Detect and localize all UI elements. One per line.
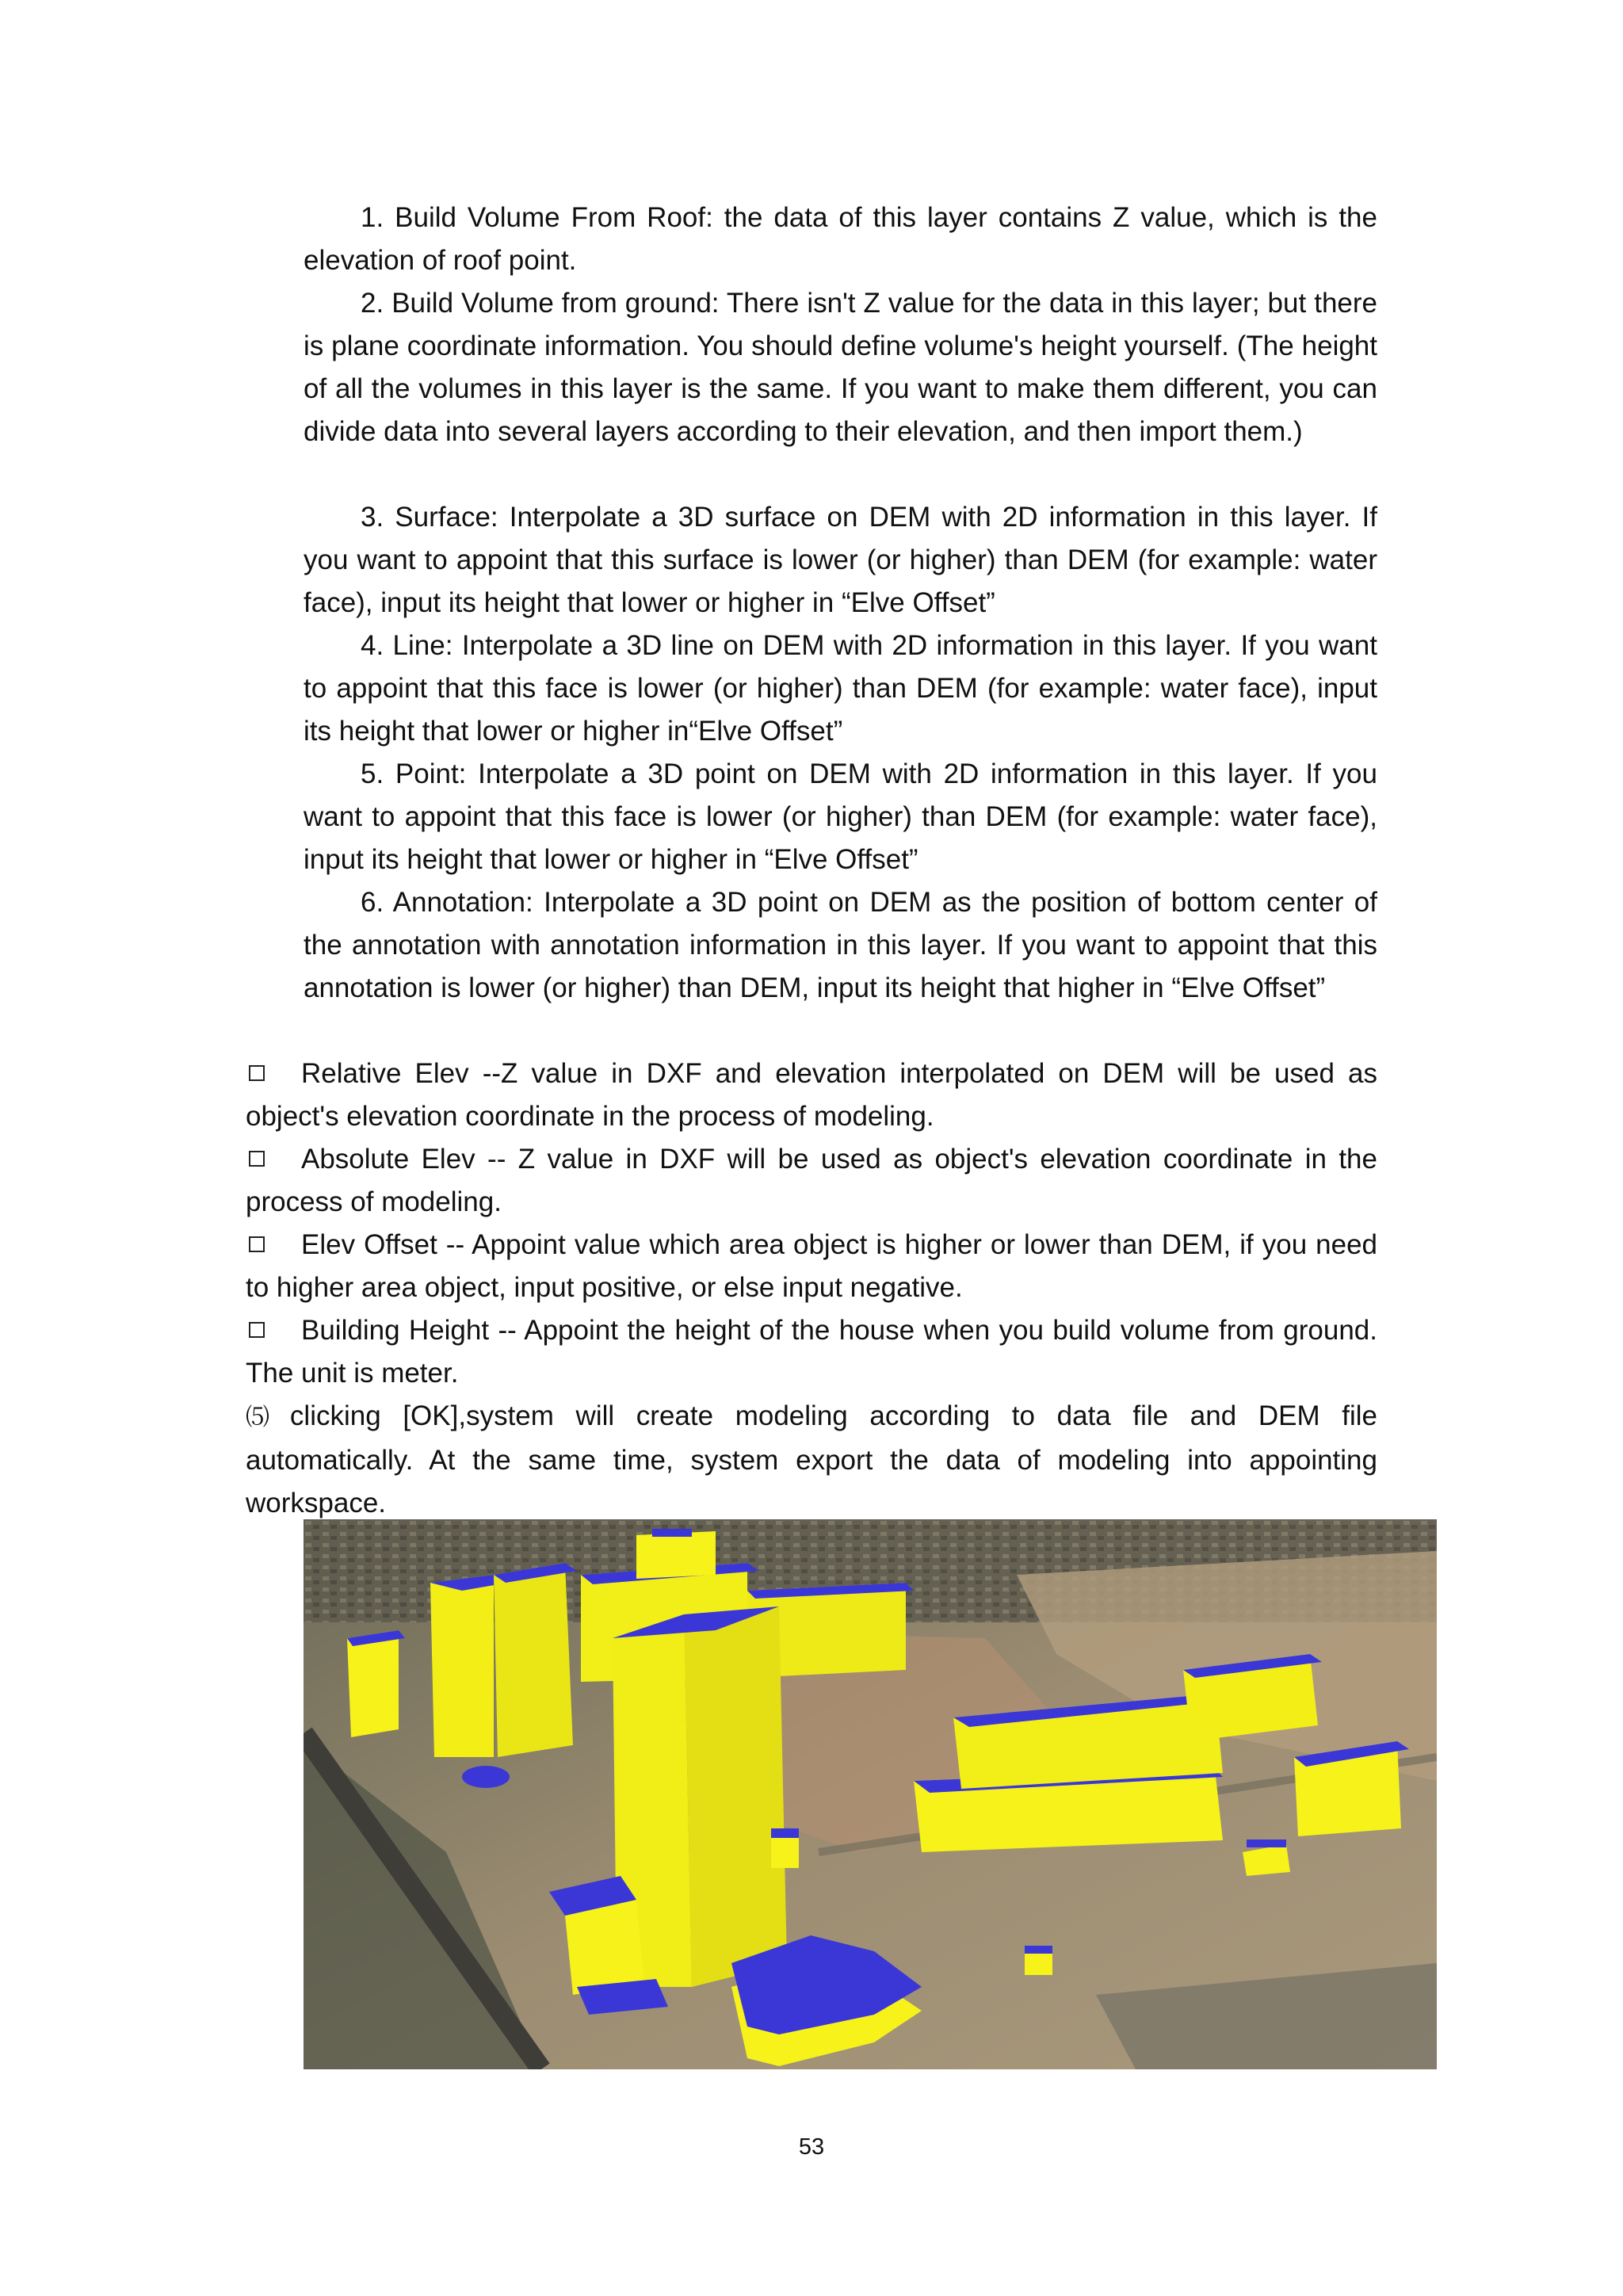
- option-relative-elev: Relative Elev --Z value in DXF and elevation interpolated on DEM will be used as object's elevation coordinate in the process of modeling.: [246, 1058, 1377, 1132]
- option-building-height: Building Height -- Appoint the height of the house when you build volume from ground. The unit is meter.: [246, 1315, 1377, 1389]
- layer-type-point: 5. Point: Interpolate a 3D point on DEM with 2D information in this layer. If you want to appoint that this face is lower (or higher) than DEM (for example: water face), input its height that lower or higher in “Elve Offset”: [304, 758, 1377, 875]
- checkbox-elev-offset[interactable]: [249, 1236, 265, 1252]
- city-model-image: [304, 1519, 1437, 2069]
- step-marker: ⑸: [246, 1404, 284, 1431]
- layer-type-roof: 1. Build Volume From Roof: the data of this layer contains Z value, which is the elevation of roof point.: [304, 202, 1377, 276]
- option-elev-offset: Elev Offset -- Appoint value which area object is higher or lower than DEM, if you need to higher area object, input positive, or else input negative.: [246, 1229, 1377, 1303]
- layer-type-ground: 2. Build Volume from ground: There isn't Z value for the data in this layer; but there is plane coordinate information. You should define volume's height yourself. (The height of all the volumes in this layer is the same. If you want to make them different, you can divide data into several layers according to their elevation, and then import them.): [304, 288, 1377, 447]
- layer-type-line: 4. Line: Interpolate a 3D line on DEM with 2D information in this layer. If you want to appoint that this face is lower (or higher) than DEM (for example: water face), input its height that lower or higher in“Elve Offset”: [304, 630, 1377, 747]
- city-model-figure: [304, 1519, 1437, 2069]
- checkbox-building-height[interactable]: [249, 1322, 265, 1338]
- step-5-paragraph: [246, 1395, 1377, 1525]
- page-number: 53: [798, 2134, 825, 2160]
- option-absolute-elev: Absolute Elev -- Z value in DXF will be used as object's elevation coordinate in the process of modeling.: [246, 1144, 1377, 1217]
- layer-type-annotation: 6. Annotation: Interpolate a 3D point on DEM as the position of bottom center of the annotation with annotation information in this layer. If you want to appoint that this annotation is lower (or higher) than DEM, input its height that higher in “Elve Offset”: [304, 887, 1377, 1003]
- checkbox-relative-elev[interactable]: [249, 1065, 265, 1081]
- checkbox-absolute-elev[interactable]: [249, 1151, 265, 1167]
- step-5-text: clicking [OK],system will create modeling according to data file and DEM file automatically. At the same time, system export the data of modeling into appointing workspace.: [246, 1400, 1377, 1519]
- layer-type-surface: 3. Surface: Interpolate a 3D surface on DEM with 2D information in this layer. If you want to appoint that this surface is lower (or higher) than DEM (for example: water face), input its height that lower or higher in “Elve Offset”: [304, 502, 1377, 618]
